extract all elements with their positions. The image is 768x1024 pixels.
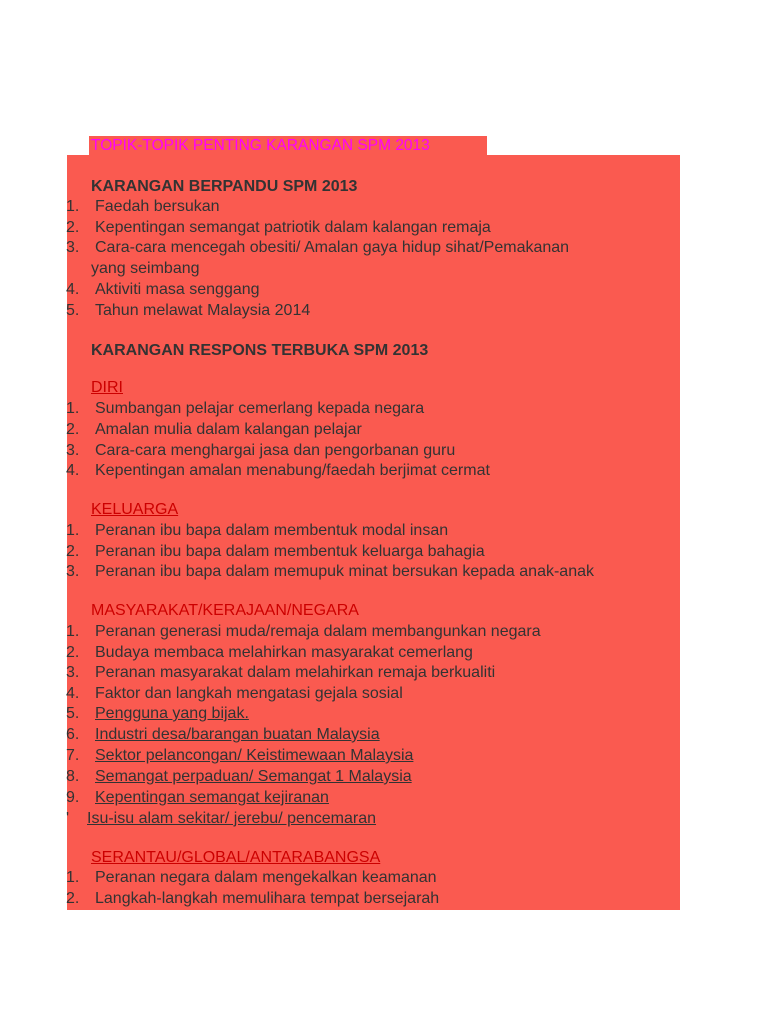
list-item: 3. Peranan masyarakat dalam melahirkan remaja berkualiti: [66, 664, 496, 681]
list-item: 4. Faktor dan langkah mengatasi gejala sosial: [66, 684, 403, 702]
list-item: 5. Pengguna yang bijak.: [66, 705, 249, 722]
list-item: 9. Kepentingan semangat kejiranan: [66, 789, 329, 806]
heading-berpandu: KARANGAN BERPANDU SPM 2013: [91, 178, 358, 195]
list-item: 3. Cara-cara mencegah obesiti/ Amalan gaya hidup sihat/Pemakanan: [66, 239, 570, 256]
list-item: 1. Sumbangan pelajar cemerlang kepada negara: [66, 400, 425, 417]
list-item: 2. Budaya membaca melahirkan masyarakat cemerlang: [66, 643, 473, 661]
list-item: 3. Cara-cara menghargai jasa dan pengorbanan guru: [66, 441, 456, 459]
list-item: ' Isu-isu alam sekitar/ jerebu/ pencemaran: [66, 810, 377, 827]
list-item: 1. Faedah bersukan: [66, 198, 220, 215]
list-item: 8. Semangat perpaduan/ Semangat 1 Malaysia: [66, 768, 412, 785]
list-item: 2. Kepentingan semangat patriotik dalam kalangan remaja: [66, 218, 491, 236]
list-item-continuation: yang seimbang: [91, 260, 200, 277]
list-item: 4. Aktiviti masa senggang: [66, 281, 260, 298]
list-item: 2. Amalan mulia dalam kalangan pelajar: [66, 421, 362, 438]
list-item: 1. Peranan ibu bapa dalam membentuk modal insan: [66, 522, 449, 539]
page-title: TOPIK-TOPIK PENTING KARANGAN SPM 2013: [91, 137, 430, 154]
list-item: 3. Peranan ibu bapa dalam memupuk minat bersukan kepada anak-anak: [66, 563, 594, 580]
list-item: 7. Sektor pelancongan/ Keistimewaan Malaysia: [66, 747, 414, 764]
heading-respons: KARANGAN RESPONS TERBUKA SPM 2013: [91, 342, 429, 359]
heading-keluarga: KELUARGA: [91, 501, 179, 518]
list-item: 5. Tahun melawat Malaysia 2014: [66, 302, 311, 319]
list-item: 1. Peranan negara dalam mengekalkan keamanan: [66, 869, 437, 886]
list-item: 6. Industri desa/barangan buatan Malaysia: [66, 726, 380, 743]
list-item: 2. Langkah-langkah memulihara tempat bersejarah: [66, 889, 440, 907]
heading-serantau: SERANTAU/GLOBAL/ANTARABANGSA: [91, 849, 381, 866]
list-item: 2. Peranan ibu bapa dalam membentuk keluarga bahagia: [66, 542, 485, 560]
heading-diri: DIRI: [91, 379, 123, 396]
list-item: 1. Peranan generasi muda/remaja dalam membangunkan negara: [66, 623, 541, 640]
heading-masyarakat: MASYARAKAT/KERAJAAN/NEGARA: [91, 602, 359, 619]
list-item: 4. Kepentingan amalan menabung/faedah berjimat cermat: [66, 462, 490, 479]
